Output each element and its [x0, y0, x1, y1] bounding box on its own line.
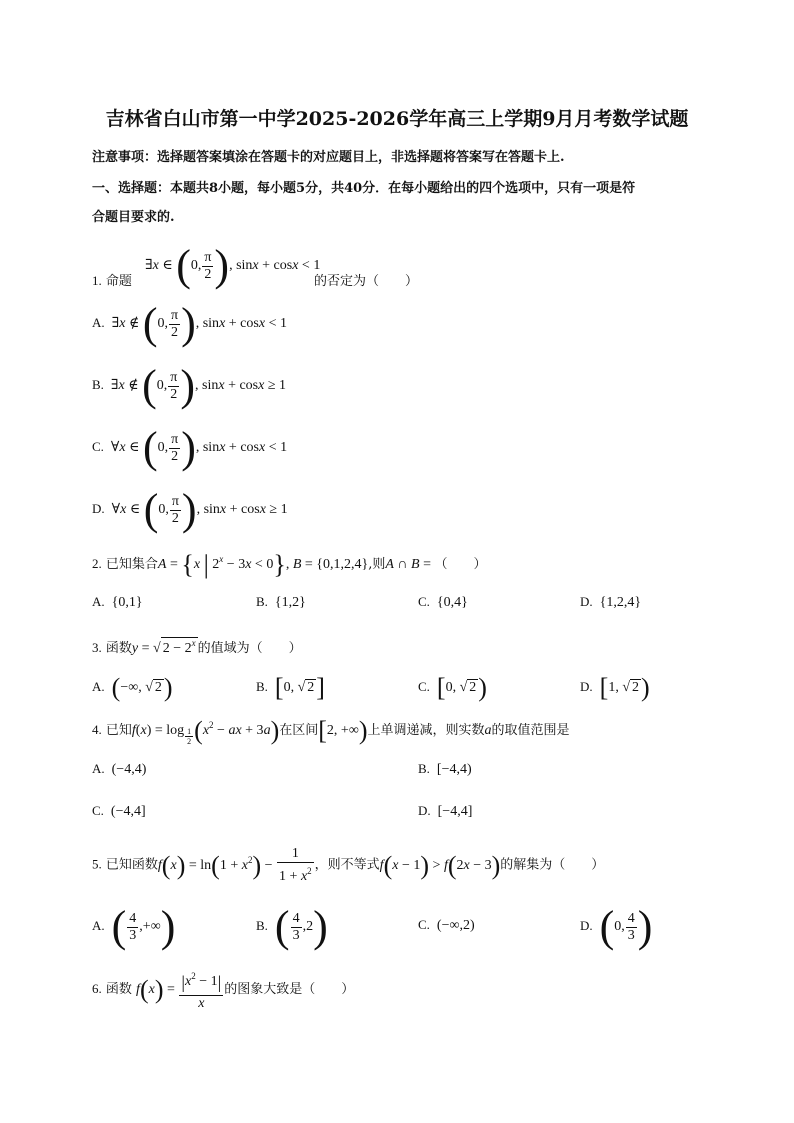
- q5-option-c-label: C.: [418, 917, 430, 932]
- q2-pre-text: 已知集合: [105, 557, 158, 573]
- section-intro-line-2: 合题目要求的.: [92, 210, 175, 225]
- q4-post-text: 上单调递减，则实数: [367, 723, 485, 739]
- q2-formula: A = {x | $2^x - 3x < 0$}, B = {0,1,2,4}: [157, 550, 369, 579]
- q2-post-text: （ ）: [434, 557, 487, 573]
- q2-option-b-label: B.: [256, 594, 268, 609]
- q4-option-d: [418, 803, 472, 820]
- q4-pre-text: 已知: [105, 723, 132, 739]
- q5-formula: $f(x) = \ln(1 + x^2)$ − $\frac{1}{1 + x^2}$: [157, 846, 312, 884]
- q2-option-c-label: C.: [418, 594, 430, 609]
- q5-option-c-text: (−∞,2): [436, 918, 475, 933]
- q1-proposition: ∃x ∈ (0, $\frac{\pi}{2}$ ), sinx + cosx < 1: [145, 241, 321, 290]
- question-4: 4. 已知f(x) = log $_{\frac{1}{2}}$ ($x^2$ − ax + 3a)在区间[2, +∞)上单调递减，则实数a的取值范围是: [92, 716, 570, 746]
- section-intro-line-1: 一、选择题：本题共8小题，每小题5分，共40分．在每小题给出的四个选项中，只有一项是符: [92, 181, 636, 196]
- q3-option-c: C. [0, √ 2): [418, 673, 487, 702]
- q3-option-c-label: C.: [418, 679, 430, 695]
- q1-option-b-label: B.: [92, 377, 104, 393]
- q1-option-c: C. ∀x ∈ (0, $\frac{\pi}{2}$ ), sinx + cosx < 1: [92, 423, 288, 472]
- q2-mid-text: ,则: [368, 557, 386, 573]
- q3-option-a-label: A.: [92, 679, 105, 695]
- q4-option-d-label: D.: [418, 803, 431, 818]
- q1-option-d-label: D.: [92, 501, 105, 517]
- q5-option-d-label: D.: [580, 918, 593, 934]
- q4-option-b: [418, 761, 472, 778]
- q1-post-text: 的否定为（ ）: [314, 274, 419, 289]
- question-5: 5. 已知函数$f(x) = \ln(1 + x^2)$ − $\frac{1}{1 + x^2}$ ，则不等式f(x − 1) > f(2x − 3)的解集为（ ）: [92, 846, 605, 884]
- q5-number: 5.: [92, 856, 102, 872]
- q5-option-d: D. (0, $\frac{4}{3}$ ): [580, 902, 653, 951]
- q4-option-b-label: B.: [418, 761, 430, 776]
- q2-option-a: [92, 594, 143, 611]
- q5-option-a-label: A.: [92, 918, 105, 934]
- q2-option-c-text: {0,4}: [436, 595, 468, 610]
- q4-formula: f(x) = log $_{\frac{1}{2}}$ ($x^2$ − ax + 3a): [131, 716, 280, 746]
- question-3: [92, 637, 302, 657]
- q2-option-d-text: {1,2,4}: [599, 595, 642, 610]
- q4-option-c-label: C.: [92, 803, 104, 818]
- q4-option-a: [92, 761, 146, 778]
- q3-pre-text: 函数: [105, 641, 132, 656]
- question-2: 2. 已知集合A = {x | $2^x - 3x < 0$}, B = {0,1,2,4},则A ∩ B = （ ）: [92, 550, 487, 579]
- q3-number: 3.: [92, 640, 102, 655]
- q1-option-a-label: A.: [92, 315, 105, 331]
- q2-option-c: [418, 594, 468, 611]
- q3-option-b: B. [0, √ 2]: [256, 673, 325, 702]
- q1-option-d: D. ∀x ∈ (0, $\frac{\pi}{2}$ ), sinx + cosx ≥ 1: [92, 485, 288, 534]
- q6-formula: f(x) = $\frac{|x^2 - 1|}{x}$: [136, 982, 224, 997]
- q5-option-c: [418, 917, 475, 934]
- q4-mid-text: 在区间: [279, 723, 319, 739]
- q1-option-b: B. ∃x ∉ (0, $\frac{\pi}{2}$ ), sinx + cosx ≥ 1: [92, 361, 287, 410]
- q1-number: 1.: [92, 273, 102, 288]
- q4-option-a-label: A.: [92, 761, 105, 776]
- q5-option-b-label: B.: [256, 918, 268, 934]
- q5-option-b: B. ( $\frac{4}{3}$ ,2): [256, 902, 328, 951]
- q2-option-b-text: {1,2}: [274, 595, 306, 610]
- q4-number: 4.: [92, 722, 102, 738]
- page-title: 吉林省白山市第一中学2025-2026学年高三上学期9月月考数学试题: [105, 108, 689, 130]
- q3-post-text: 的值域为（ ）: [197, 641, 302, 656]
- q3-formula: y = √ $2 - 2^x$: [131, 638, 196, 656]
- question-1: [92, 270, 132, 289]
- q6-post-text: 的图象大致是（ ）: [224, 982, 355, 998]
- q6-number: 6.: [92, 981, 102, 997]
- q2-option-a-text: {0,1}: [111, 595, 143, 610]
- q4-option-a-text: (−4,4): [111, 762, 147, 777]
- q1-option-c-label: C.: [92, 439, 104, 455]
- q5-option-a: A. ( $\frac{4}{3}$ ,+∞): [92, 902, 176, 951]
- q2-option-d-label: D.: [580, 594, 593, 609]
- q1-option-a: A. ∃x ∉ (0, $\frac{\pi}{2}$ ), sinx + cosx < 1: [92, 299, 287, 348]
- q4-option-d-text: [−4,4]: [437, 804, 473, 819]
- q3-option-d-label: D.: [580, 679, 593, 695]
- q2-option-d: [580, 594, 641, 611]
- q4-option-c: [92, 803, 146, 820]
- q2-option-a-label: A.: [92, 594, 105, 609]
- notice: 注意事项：选择题答案填涂在答题卡的对应题目上，非选择题将答案写在答题卡上.: [92, 150, 565, 165]
- q1-pre-text: 命题: [105, 274, 132, 289]
- q2-number: 2.: [92, 556, 102, 572]
- q4-post-text-2: 的取值范围是: [491, 723, 570, 739]
- q6-pre-text: 函数: [105, 982, 132, 998]
- q5-post-text: 的解集为（ ）: [500, 857, 605, 873]
- q4-option-c-text: (−4,4]: [110, 804, 146, 819]
- q3-option-b-label: B.: [256, 679, 268, 695]
- q3-option-d: D. [1, √ 2): [580, 673, 650, 702]
- q2-option-b: [256, 594, 306, 611]
- q3-option-a: A. (−∞, √ 2): [92, 673, 173, 702]
- q5-pre-text: 已知函数: [105, 857, 158, 873]
- q4-option-b-text: [−4,4): [436, 762, 472, 777]
- question-6: [92, 968, 354, 1012]
- q5-mid-text: ，则不等式: [314, 857, 380, 873]
